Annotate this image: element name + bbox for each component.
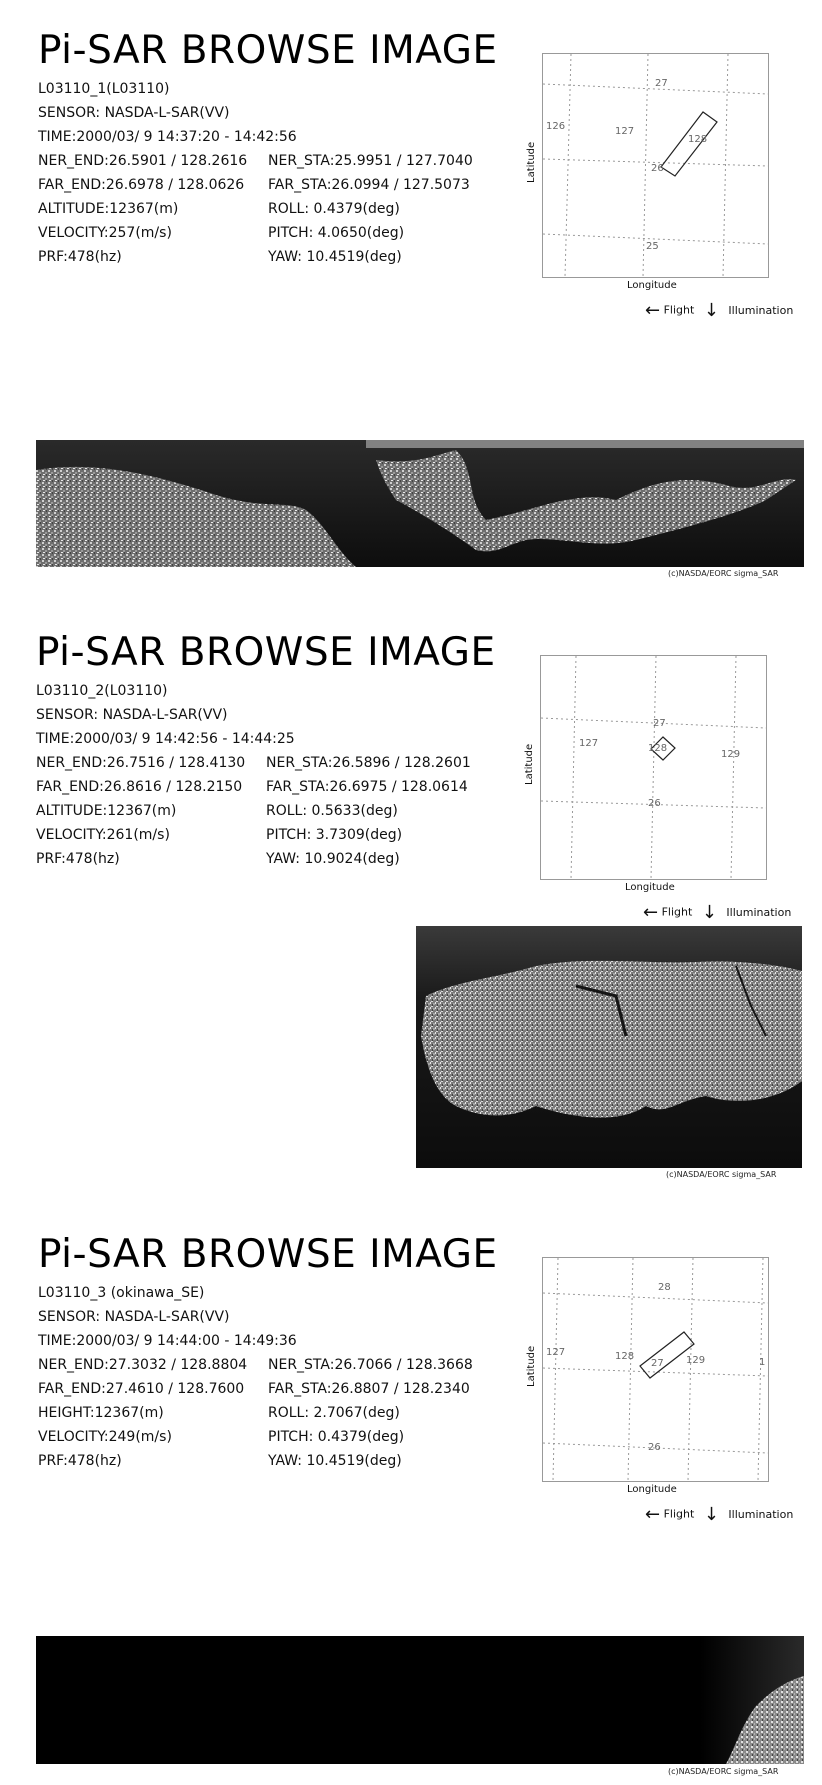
yaw: YAW: 10.4519(deg) [268, 1453, 402, 1469]
grid-label: 128 [648, 743, 668, 754]
near-start: NER_STA:26.5896 / 128.2601 [266, 755, 471, 771]
map-y-label: Latitude [526, 141, 537, 183]
map-grid [541, 656, 766, 879]
page-title: Pi-SAR BROWSE IMAGE [38, 28, 498, 73]
map-x-label: Longitude [627, 280, 677, 291]
sensor-line: SENSOR: NASDA-L-SAR(VV) [36, 707, 228, 723]
sar-scene [416, 926, 802, 1168]
prf: PRF:478(hz) [36, 851, 120, 867]
prf: PRF:478(hz) [38, 249, 122, 265]
illumination-arrow-icon: ↓ [703, 1504, 719, 1525]
scene-id: L03110_2(L03110) [36, 683, 168, 699]
near-end: NER_END:26.5901 / 128.2616 [38, 153, 248, 169]
far-end: FAR_END:26.8616 / 128.2150 [36, 779, 243, 795]
grid-label: 128 [615, 1351, 635, 1362]
sar-image [36, 1636, 804, 1764]
grid-label: 26 [651, 163, 664, 174]
illumination-label: Illumination [728, 1507, 794, 1521]
location-map [542, 53, 769, 278]
page-title: Pi-SAR BROWSE IMAGE [38, 1232, 498, 1277]
map-grid [543, 1258, 768, 1481]
direction-legend [645, 1504, 793, 1525]
illumination-arrow-icon: ↓ [701, 902, 717, 923]
grid-label: 27 [653, 718, 666, 729]
far-start: FAR_STA:26.6975 / 128.0614 [266, 779, 468, 795]
flight-label: Flight [661, 905, 693, 919]
flight-label: Flight [663, 303, 695, 317]
time-line: TIME:2000/03/ 9 14:37:20 - 14:42:56 [38, 129, 297, 145]
far-start: FAR_STA:26.0994 / 127.5073 [268, 177, 470, 193]
browse-block-3 [0, 1232, 822, 1785]
sar-image [416, 926, 802, 1168]
credit-text: (c)NASDA/EORC sigma_SAR [668, 569, 779, 578]
grid-label: 127 [615, 126, 635, 137]
near-end: NER_END:26.7516 / 128.4130 [36, 755, 246, 771]
grid-label: 25 [646, 241, 659, 252]
altitude: ALTITUDE:12367(m) [38, 201, 179, 217]
flight-arrow-icon: ← [645, 300, 661, 321]
pitch: PITCH: 0.4379(deg) [268, 1429, 405, 1445]
height: HEIGHT:12367(m) [38, 1405, 164, 1421]
grid-label: 127 [579, 738, 599, 749]
pitch: PITCH: 4.0650(deg) [268, 225, 405, 241]
grid-label: 26 [648, 1442, 661, 1453]
credit-text: (c)NASDA/EORC sigma_SAR [666, 1170, 777, 1179]
flight-arrow-icon: ← [643, 902, 659, 923]
location-map [540, 655, 767, 880]
browse-block-2 [0, 630, 822, 1190]
altitude: ALTITUDE:12367(m) [36, 803, 177, 819]
credit-text: (c)NASDA/EORC sigma_SAR [668, 1767, 779, 1776]
sar-scene [36, 1636, 804, 1764]
scene-id: L03110_3 (okinawa_SE) [38, 1285, 205, 1301]
illumination-label: Illumination [728, 303, 794, 317]
flight-label: Flight [663, 1507, 695, 1521]
sensor-line: SENSOR: NASDA-L-SAR(VV) [38, 1309, 230, 1325]
roll: ROLL: 0.4379(deg) [268, 201, 400, 217]
map-y-label: Latitude [524, 743, 535, 785]
sensor-line: SENSOR: NASDA-L-SAR(VV) [38, 105, 230, 121]
scene-id: L03110_1(L03110) [38, 81, 170, 97]
velocity: VELOCITY:261(m/s) [36, 827, 170, 843]
sar-scene [36, 440, 804, 567]
map-x-label: Longitude [627, 1484, 677, 1495]
direction-legend [645, 300, 793, 321]
map-y-label: Latitude [526, 1345, 537, 1387]
far-start: FAR_STA:26.8807 / 128.2340 [268, 1381, 470, 1397]
location-map [542, 1257, 769, 1482]
near-start: NER_STA:25.9951 / 127.7040 [268, 153, 473, 169]
roll: ROLL: 0.5633(deg) [266, 803, 398, 819]
map-x-label: Longitude [625, 882, 675, 893]
sar-image [36, 440, 804, 567]
page-title: Pi-SAR BROWSE IMAGE [36, 630, 496, 675]
grid-label: 128 [688, 134, 708, 145]
direction-legend [643, 902, 791, 923]
grid-label: 27 [655, 78, 668, 89]
time-line: TIME:2000/03/ 9 14:44:00 - 14:49:36 [38, 1333, 297, 1349]
illumination-arrow-icon: ↓ [703, 300, 719, 321]
grid-label: 27 [651, 1358, 664, 1369]
grid-label: 28 [658, 1282, 671, 1293]
flight-arrow-icon: ← [645, 1504, 661, 1525]
browse-block-1 [0, 28, 822, 588]
grid-label: 129 [686, 1355, 706, 1366]
roll: ROLL: 2.7067(deg) [268, 1405, 400, 1421]
grid-label: 129 [721, 749, 741, 760]
near-start: NER_STA:26.7066 / 128.3668 [268, 1357, 473, 1373]
grid-label: 26 [648, 798, 661, 809]
time-line: TIME:2000/03/ 9 14:42:56 - 14:44:25 [36, 731, 295, 747]
pitch: PITCH: 3.7309(deg) [266, 827, 403, 843]
velocity: VELOCITY:249(m/s) [38, 1429, 172, 1445]
far-end: FAR_END:26.6978 / 128.0626 [38, 177, 245, 193]
grid-label: 126 [546, 121, 566, 132]
velocity: VELOCITY:257(m/s) [38, 225, 172, 241]
grid-label: 1 [759, 1357, 766, 1368]
near-end: NER_END:27.3032 / 128.8804 [38, 1357, 248, 1373]
map-grid [543, 54, 768, 277]
prf: PRF:478(hz) [38, 1453, 122, 1469]
yaw: YAW: 10.9024(deg) [266, 851, 400, 867]
yaw: YAW: 10.4519(deg) [268, 249, 402, 265]
illumination-label: Illumination [726, 905, 792, 919]
grid-label: 127 [546, 1347, 566, 1358]
far-end: FAR_END:27.4610 / 128.7600 [38, 1381, 245, 1397]
